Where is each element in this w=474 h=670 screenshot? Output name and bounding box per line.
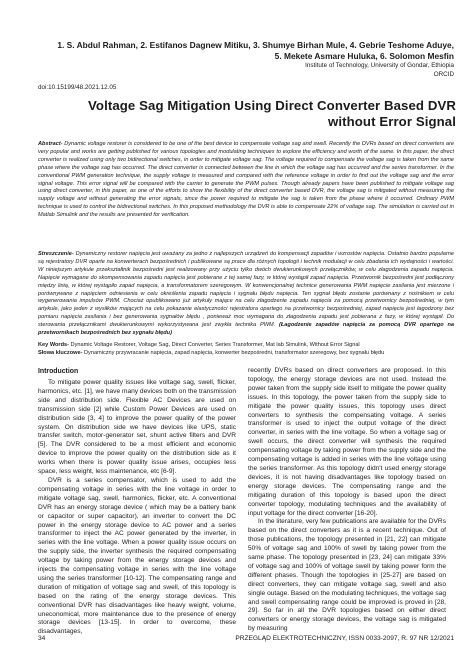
paper-title bbox=[30, 98, 456, 130]
abstract-english bbox=[38, 141, 454, 220]
author-line-2: 5. Mekete Asmare Huluka, 6. Solomon Mesfin bbox=[274, 51, 454, 61]
affiliation-institution: Institute of Technology, University of Gondar, Ethiopia bbox=[305, 62, 454, 69]
keywords-english bbox=[38, 342, 454, 350]
abstract-text: Dynamic voltage restorer is considered to be one of the best device to compensate voltage sag and swell. Recently the DVRs based on direct converters are very popular and works are getting published for various topologies and modulating techniques to explore the efficiency and worth of the same. In this paper, the direct converter is realized using only two bidirectional switches, in order to mitigate voltage sag. The voltage required to compensate the voltage sag is taken from the same phase where the voltage sag has occurred. The direct converter is connected between the line in which the voltage sag has occurred and the series transformer. In the conventional PWM generation technique, the supply voltage is measured and compared with the reference voltage in order to find out the voltage sag and the error signal voltage. This error signal will be compared with the carrier to generate the PWM pulses. Though already papers have been published to mitigate voltage sag using direct converter, in this paper, as one of the efforts to show the flexibility of the direct converter based DVR, the voltage sag is mitigated without measuring the supply voltage and without generating the error signals, since the power required to mitigate the sag is taken from the phase where it occurred. Ordinary PWM technique is used to control the bidirectional switches. In this proposed methodology the DVR is able to compensate 22% of voltage sag. The simulation is carried out in Matlab Simulink and the results are presented for verification. bbox=[38, 141, 454, 219]
body-column-left bbox=[38, 367, 236, 637]
paragraph: In the literature, very few publications are available for the DVRs based on the direct converters as it is a recent technique. Out of those publications, the topology presented in [21, 22] can mitigate 50% of voltage sag and 100% of swell by taking power from the same phase. The topology presented in [23, 24] can mitigate 33% of voltage sag and 100% of voltage swell by taking power form the different phases. Though the topologies in [25-27] are based on direct converters, they can mitigate voltage sag, swell and also single outage. Based on the modulating techniques, the voltage sag and swell compensating range could be improved is proved in [28, 29]. So far in all the DVR topologies based on either direct converters or energy storage devices, the voltage sag is mitigated by measuring bbox=[248, 518, 446, 633]
page-number: 34 bbox=[38, 635, 46, 642]
doi: doi:10.15199/48.2021.12.05 bbox=[38, 84, 117, 91]
paper-title-line-2: without Error Signal bbox=[327, 114, 456, 129]
section-heading-introduction: Introduction bbox=[38, 368, 79, 375]
body-column-right bbox=[248, 367, 446, 634]
journal-footer: PRZEGLĄD ELEKTROTECHNICZNY, ISSN 0033-2097, R. 97 NR 12/2021 bbox=[235, 635, 454, 642]
paper-title-line-1: Voltage Sag Mitigation Using Direct Converter Based DVR bbox=[88, 98, 456, 113]
affiliation bbox=[20, 62, 454, 79]
polish-title: (Łagodzenie zapadów napięcia za pomocą DVR opartego na przetwornikach bezpośrednich bez sygnału błędu) bbox=[38, 322, 455, 337]
abstract-label: Abstract- bbox=[38, 141, 63, 147]
paragraph: recently DVRs based on direct converters are proposed. In this topology, the energy storage devices are not used. Instead the power taken from the supply side itself to mitigate the power quality issues. In this topology, the power taken from the supply side to mitigate the power quality issues, this topology uses direct converters to synthesis the compensating voltage. A series transformer is used to inject the output voltage of the direct converter, in series with the line voltage. So when a voltage sag or swell occurs, the direct converter will synthesis the required compensating voltage by taking power from the supply side and the compensating voltage is added in series with the line voltage using the series transformer. As this topology didn't used energy storage devices, it is not having disadvantages like topology based on energy storage devices. The compensating range and the mitigating duration of this topology is based upon the direct converter topology, modulating techniques and the availability of input voltage for the direct converter [16-20]. bbox=[248, 367, 446, 517]
abstract-polish bbox=[38, 251, 454, 338]
keywords-text: Dynamic Voltage Restorer, Voltage Sag, Direct Converter, Series Transformer, Mat lab Simulink, Without Error Signal bbox=[68, 342, 360, 348]
author-line-1: 1. S. Abdul Rahman, 2. Estifanos Dagnew Mitiku, 3. Shumye Birhan Mule, 4. Gebrie Teshome Aduye, bbox=[57, 40, 454, 50]
streszczenie-text: Dynamiczny restorer napięcia jest uważany za jedno z najlepszych urządzeń do kompensacji zapadów i wzrostów napięcia. Ostatnio bardzo popularne są rejestratory DVR oparte na konwerterach bezpośrednich i publikowane są prace dla różnych topologii i technik modulacji w celu zbadania ich wydajności i wartości. W niniejszym artykule przekształtnik bezpośredni jest realizowany przy użyciu tylko dwóch dwukierunkowych przełączników, w celu złagodzenia zapadu napięcia. Napięcie wymagane do skompensowania zapadu napięcia jest pobierane z tej samej fazy, w której wystąpił zapad napięcia. Przetwornik bezpośredni jest podłączony między linią, w której wystąpiło zapad napięcia, a transformatorem szeregowym. W konwencjonalnej technice generowania PWM napięcie zasilania jest mierzone i porównywane z napięciem odniesienia w celu określenia zapadu napięcia i sygnału błędu napięcia. Ten sygnał błędu zostanie porównany z nośnikiem w celu wygenerowania impulsów PWM. Chociaż opublikowano już artykuły mające na celu złagodzenie zapadu napięcia za pomocą przetwornicy bezpośredniej, w tym artykule, jako jeden z wysiłków mających na celu pokazanie elastyczności rejestratora opartego na przetwornicy bezpośredniej, zapad napięcia jest łagodzony bez pomiaru napięcia zasilania i bez generowania sygnałów błędu , ponieważ moc wymagana do złagodzenia zapadu jest pobierana z fazy, w której wystąpił. Do sterowania przełącznikami dwukierunkowymi wykorzystywana jest zwykła technika PWM. bbox=[38, 251, 454, 329]
slowa-kluczowe-text: Dynamiczny przywracanie napięcia, zapad napięcia, konwerter bezpośredni, transformator szeregowy, bez sygnału błędu bbox=[82, 350, 385, 356]
paragraph: To mitigate power quality issues like voltage sag, swell, flicker, harmonics, etc. [1], we have many devices both on the transmission side and distribution side. Flexible AC Devices are used on transmission side [2] while Custom Power Devices are used on distribution side [3, 4] to improve the power quality of the power system. On distribution side we have devices like UPS, static transfer switch, motor-generator set, shunt active filters and DVR [5]. The DVR considered to be a most efficient and economic device to improve the power quality on the distribution side as it works when there is power quality issue arises, occupies less space, less weight, less maintenance, etc [6-9]. bbox=[38, 379, 236, 476]
keywords-polish bbox=[38, 350, 454, 358]
streszczenie-label: Streszczenie- bbox=[38, 251, 74, 257]
orcid-label: ORCID bbox=[433, 70, 454, 78]
slowa-kluczowe-label: Słowa kluczowe- bbox=[38, 350, 83, 356]
paragraph: DVR is a series compensator, which is used to add the compensating voltage in series with the line voltage in order to mitigate voltage sag, swell, harmonics, flicker, etc. A conventional DVR has an energy storage device ( which may be a battery bank or capacitor or super capacitor), an inverter to convert the DC power in the energy storage device to AC power and a series transformer to inject the AC power generated by the inverter, in series with the line voltage. When a power quality issue occurs on the supply side, the inverter synthesis the required compensating voltage by taking power from the energy storage devices and injects the compensating voltage in series with the line voltage using the series transformer [10-12]. The compensating range and duration of mitigation of voltage sag and swell, of this topology is based on the rating of the energy storage devices. This conventional DVR has disadvantages like heavy weight, volume, uneconomical, more maintenance due to the presence of energy storage devices [13-15]. In order to overcome, these disadvantages, bbox=[38, 476, 236, 636]
keywords-label: Key Words- bbox=[38, 342, 69, 348]
author-list bbox=[20, 40, 454, 62]
